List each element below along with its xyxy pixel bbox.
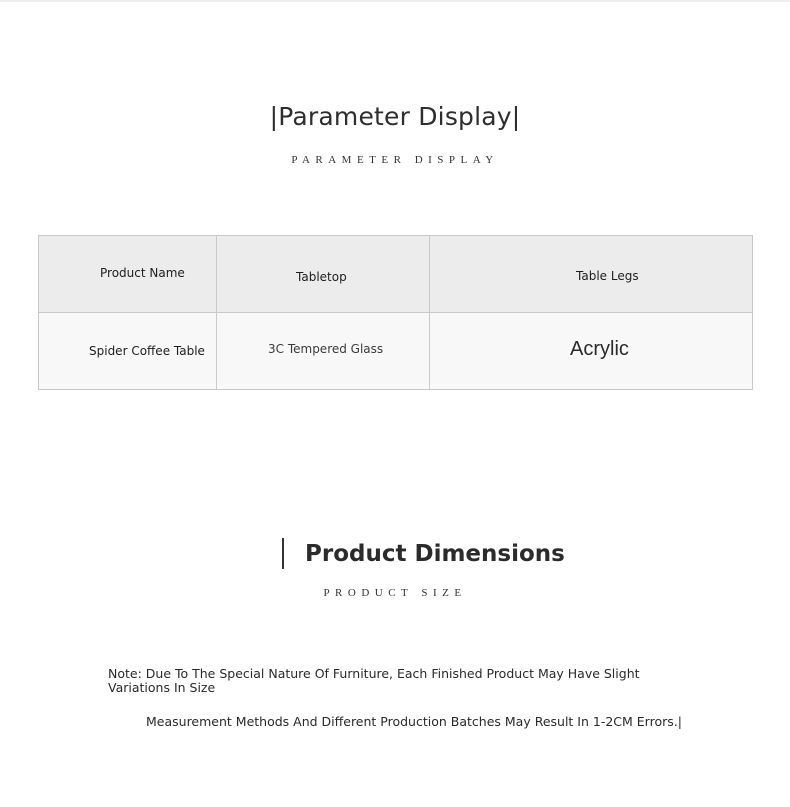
table-header-row: [39, 236, 753, 313]
cell-product-name: [39, 313, 217, 390]
title-accent-bar: [282, 538, 284, 569]
header-label: Table Legs: [576, 268, 639, 283]
parameter-display-subtitle: PARAMETER DISPLAY: [291, 154, 499, 166]
cell-table-legs: [430, 313, 753, 390]
note-text-measurement: Measurement Methods And Different Production Batches May Result In 1-2CM Errors.|: [146, 714, 682, 729]
cell-value: Spider Coffee Table: [89, 344, 205, 358]
top-divider: [0, 0, 790, 2]
parameter-display-title: |Parameter Display|: [269, 102, 521, 131]
parameter-table: [38, 235, 753, 390]
header-cell-table-legs: [430, 236, 753, 313]
cell-value: Acrylic: [570, 337, 629, 360]
product-dimensions-title: Product Dimensions: [305, 541, 565, 567]
cell-tabletop: [217, 313, 430, 390]
note-text: Note: Due To The Special Nature Of Furniture, Each Finished Product May Have Slight Variations In Size: [108, 666, 640, 695]
header-label: Product Name: [100, 265, 185, 280]
header-cell-product-name: [39, 236, 217, 313]
product-size-subtitle: PRODUCT SIZE: [323, 587, 467, 599]
header-label: Tabletop: [296, 269, 347, 284]
header-cell-tabletop: [217, 236, 430, 313]
cell-value: 3C Tempered Glass: [268, 342, 384, 356]
table-row: [39, 313, 753, 390]
